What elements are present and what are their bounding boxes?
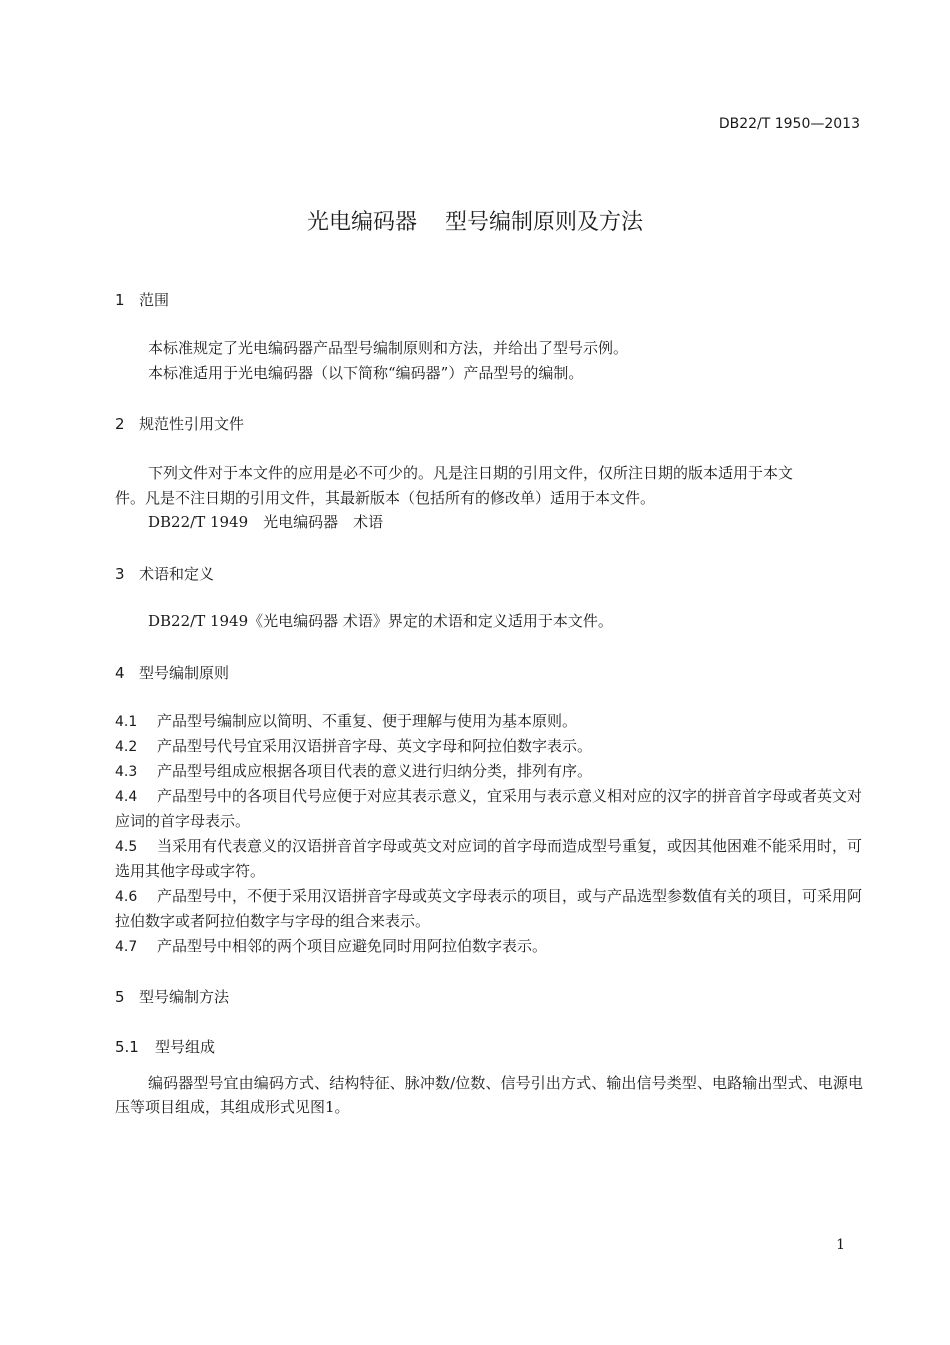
- paragraph-line: 件。凡是不注日期的引用文件，其最新版本（包括所有的修改单）适用于本文件。: [115, 489, 656, 507]
- paragraph: 本标准适用于光电编码器（以下简称“编码器”）产品型号的编制。: [148, 364, 584, 382]
- clause-number: 4.5: [115, 839, 138, 855]
- section-heading-4: [115, 662, 229, 683]
- clause-number: 4.2: [115, 739, 138, 755]
- title-part1: 光电编码器: [306, 210, 417, 235]
- clause-4-4: [115, 784, 863, 833]
- section-heading-1: [115, 289, 169, 310]
- clause-number: 4.3: [115, 764, 138, 780]
- clause-4-2: [115, 734, 863, 759]
- section-heading-2: [115, 413, 244, 434]
- clause-4-7: [115, 934, 863, 959]
- section-title: 范围: [139, 291, 170, 309]
- clause-4-6: [115, 884, 863, 933]
- paragraph: 编码器型号宜由编码方式、结构特征、脉冲数/位数、信号引出方式、输出信号类型、电路输出型式、电源电压等项目组成，其组成形式见图1。: [115, 1074, 863, 1116]
- clause-4-3: [115, 759, 863, 784]
- clause-text: 产品型号中相邻的两个项目应避免同时用阿拉伯数字表示。: [157, 937, 548, 955]
- clause-text: 产品型号代号宜采用汉语拼音字母、英文字母和阿拉伯数字表示。: [157, 737, 593, 755]
- section-number: 3: [115, 565, 125, 583]
- clause-text: 当采用有代表意义的汉语拼音首字母或英文对应词的首字母而造成型号重复，或因其他困难不能采用时，可选用其他字母或字符。: [115, 837, 863, 880]
- clause-number: 4.4: [115, 789, 138, 805]
- section-title: 型号编制方法: [139, 988, 230, 1006]
- clause-number: 4.7: [115, 939, 138, 955]
- title-part2: 型号编制原则及方法: [445, 210, 644, 235]
- subsection-title: 型号组成: [155, 1038, 216, 1056]
- section-title: 术语和定义: [139, 565, 215, 583]
- clause-text: 产品型号中的各项目代号应便于对应其表示意义，宜采用与表示意义相对应的汉字的拼音首字母或者英文对应词的首字母表示。: [115, 787, 863, 830]
- page-number: 1: [836, 1237, 845, 1253]
- clause-4-5: [115, 834, 863, 883]
- clause-text: 产品型号编制应以简明、不重复、便于理解与使用为基本原则。: [157, 712, 578, 730]
- section-number: 2: [115, 415, 125, 433]
- section-title: 规范性引用文件: [139, 415, 245, 433]
- clause-number: 4.1: [115, 714, 138, 730]
- section-number: 4: [115, 664, 125, 682]
- section-number: 1: [115, 291, 125, 309]
- clause-4-1: [115, 709, 863, 734]
- normative-reference: DB22/T 1949 光电编码器 术语: [148, 513, 384, 531]
- clause-text: 产品型号中，不便于采用汉语拼音字母或英文字母表示的项目，或与产品选型参数值有关的项目，可采用阿拉伯数字或者阿拉伯数字与字母的组合来表示。: [115, 887, 863, 930]
- section-heading-5: [115, 986, 229, 1007]
- document-code: DB22/T 1950—2013: [718, 116, 860, 132]
- section-number: 5: [115, 988, 125, 1006]
- paragraph-line: 下列文件对于本文件的应用是必不可少的。凡是注日期的引用文件，仅所注日期的版本适用于本文: [148, 464, 794, 482]
- section-title: 型号编制原则: [139, 664, 230, 682]
- paragraph: DB22/T 1949《光电编码器 术语》界定的术语和定义适用于本文件。: [148, 612, 613, 630]
- document-title: [0, 205, 950, 236]
- clause-number: 4.6: [115, 889, 138, 905]
- subsection-heading-5-1: [115, 1036, 215, 1057]
- paragraph: 本标准规定了光电编码器产品型号编制原则和方法，并给出了型号示例。: [148, 339, 629, 357]
- section-heading-3: [115, 563, 214, 584]
- clause-text: 产品型号组成应根据各项目代表的意义进行归纳分类，排列有序。: [157, 762, 593, 780]
- subsection-number: 5.1: [115, 1038, 139, 1056]
